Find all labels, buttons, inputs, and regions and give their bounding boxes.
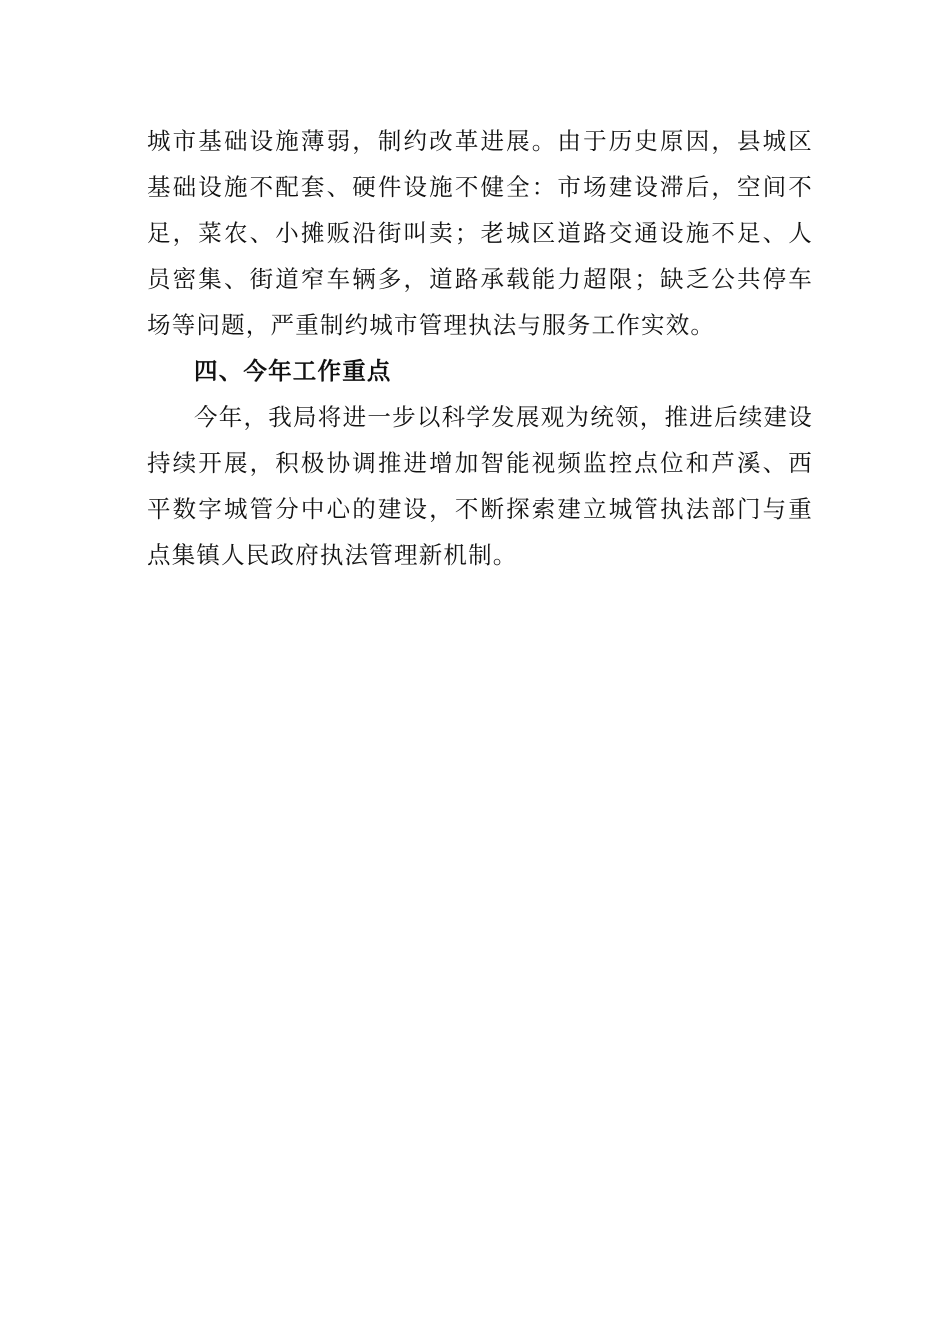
section-heading: 四、今年工作重点 <box>194 357 392 385</box>
document-body <box>147 118 813 578</box>
continued-paragraph: 城市基础设施薄弱，制约改革进展。由于历史原因，县城区基础设施不配套、硬件设施不健全：市场建设滞后，空间不足，菜农、小摊贩沿街叫卖；老城区道路交通设施不足、人员密集、街道窄车辆多，道路承载能力超限；缺乏公共停车场等问题，严重制约城市管理执法与服务工作实效。 <box>147 127 813 339</box>
section-paragraph: 今年，我局将进一步以科学发展观为统领，推进后续建设持续开展，积极协调推进增加智能视频监控点位和芦溪、西平数字城管分中心的建设，不断探索建立城管执法部门与重点集镇人民政府执法管理新机制。 <box>147 403 813 569</box>
